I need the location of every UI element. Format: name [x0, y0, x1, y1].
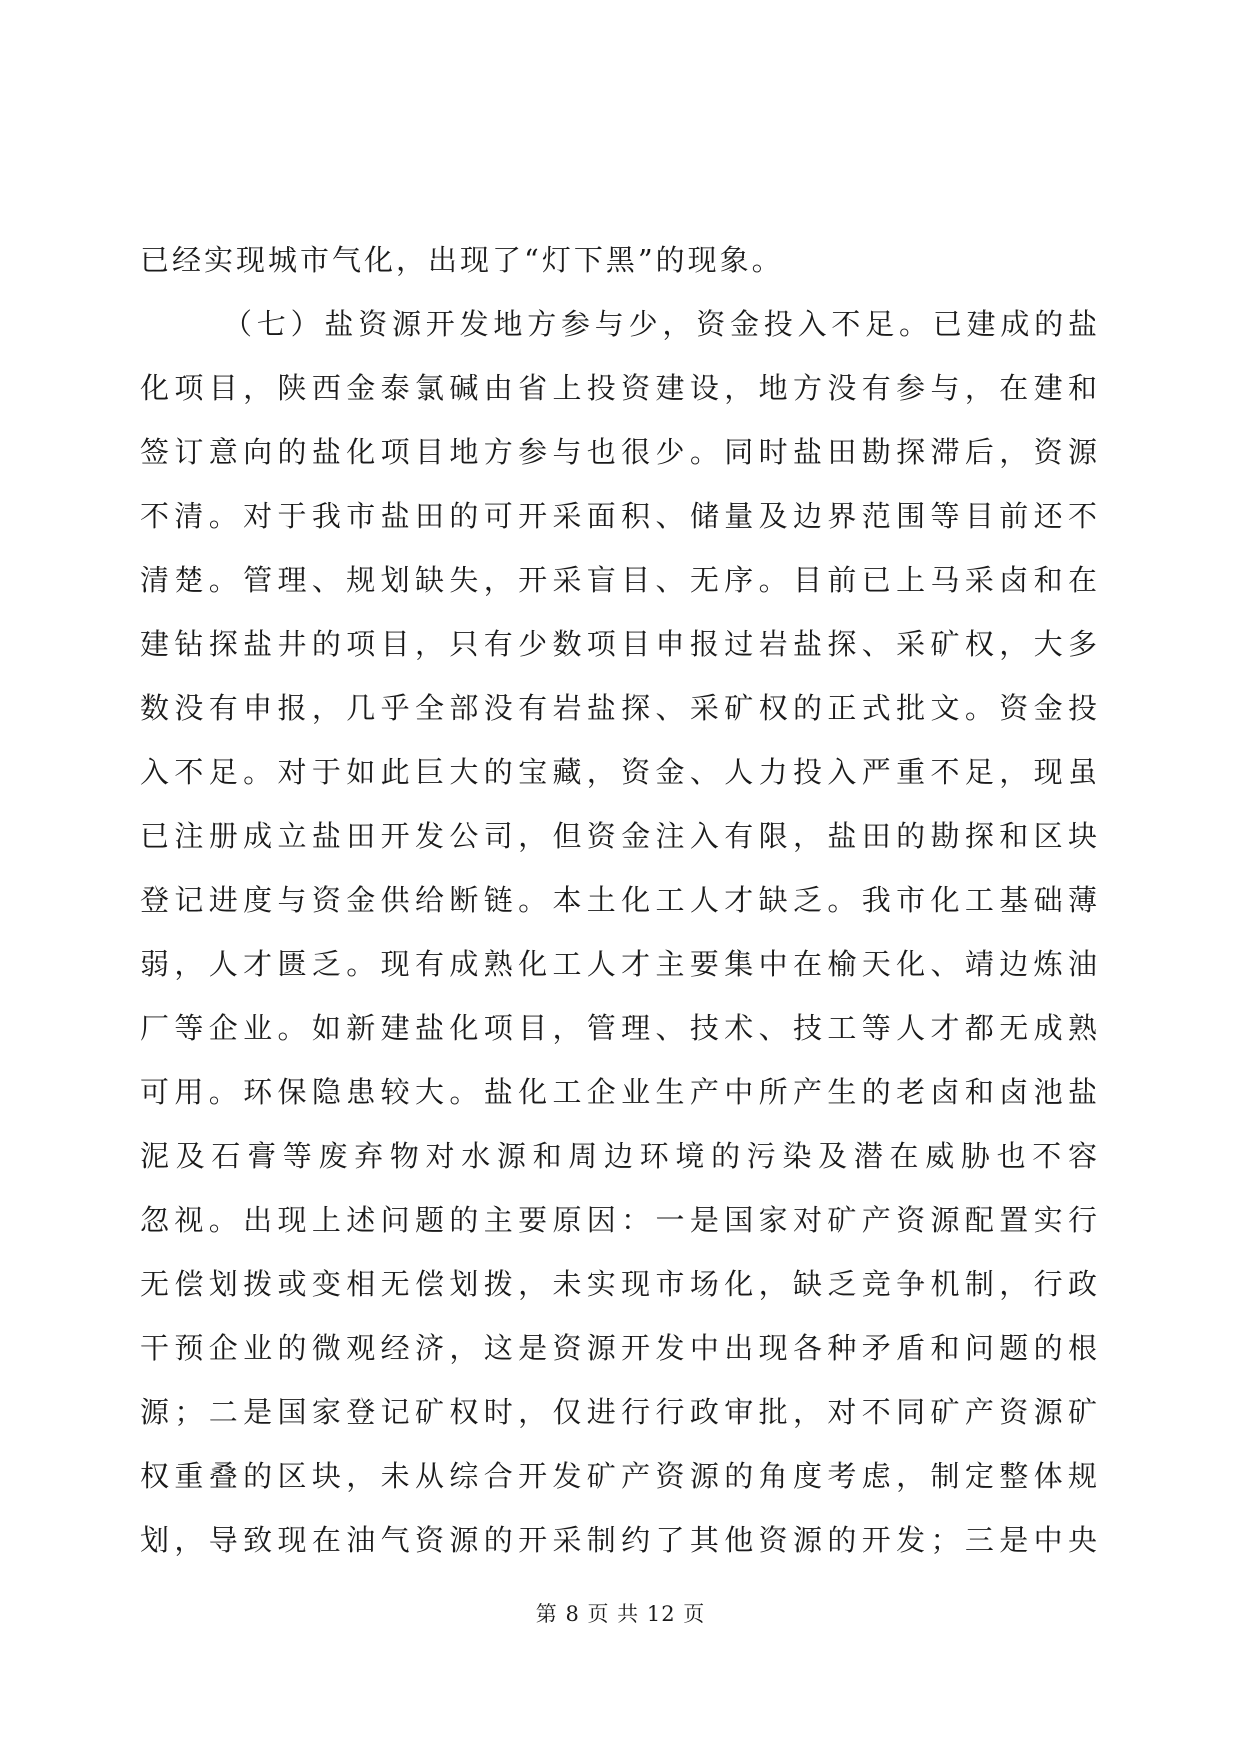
body-text: [140, 228, 1100, 1572]
text-line: 源；二是国家登记矿权时，仅进行行政审批，对不同矿产资源矿: [140, 1395, 1100, 1429]
text-line: 厂等企业。如新建盐化项目，管理、技术、技工等人才都无成熟: [140, 1011, 1100, 1045]
text-line: 建钻探盐井的项目，只有少数项目申报过岩盐探、采矿权，大多: [140, 627, 1100, 661]
text-line: 不清。对于我市盐田的可开采面积、储量及边界范围等目前还不: [140, 499, 1100, 533]
text-line: 泥及石膏等废弃物对水源和周边环境的污染及潜在威胁也不容: [140, 1139, 1100, 1173]
text-line: 干预企业的微观经济，这是资源开发中出现各种矛盾和问题的根: [140, 1331, 1100, 1365]
page-footer: 第 8 页 共 12 页: [535, 1602, 706, 1626]
text-line: 可用。环保隐患较大。盐化工企业生产中所产生的老卤和卤池盐: [140, 1075, 1100, 1109]
text-line: 弱，人才匮乏。现有成熟化工人才主要集中在榆天化、靖边炼油: [140, 947, 1100, 981]
text-line: 已注册成立盐田开发公司，但资金注入有限，盐田的勘探和区块: [140, 819, 1100, 853]
text-line: 数没有申报，几乎全部没有岩盐探、采矿权的正式批文。资金投: [140, 691, 1100, 725]
text-line: 划，导致现在油气资源的开采制约了其他资源的开发；三是中央: [140, 1523, 1100, 1557]
text-line: 清楚。管理、规划缺失，开采盲目、无序。目前已上马采卤和在: [140, 563, 1100, 597]
text-line: 忽视。出现上述问题的主要原因：一是国家对矿产资源配置实行: [140, 1203, 1100, 1237]
text-line: 登记进度与资金供给断链。本土化工人才缺乏。我市化工基础薄: [140, 883, 1100, 917]
text-line: 已经实现城市气化，出现了“灯下黑”的现象。: [140, 243, 784, 277]
text-line: 入不足。对于如此巨大的宝藏，资金、人力投入严重不足，现虽: [140, 755, 1100, 789]
text-line: 权重叠的区块，未从综合开发矿产资源的角度考虑，制定整体规: [140, 1459, 1100, 1493]
text-line: 无偿划拨或变相无偿划拨，未实现市场化，缺乏竞争机制，行政: [140, 1267, 1100, 1301]
text-line: 化项目，陕西金泰氯碱由省上投资建设，地方没有参与，在建和: [140, 371, 1100, 405]
text-line: 签订意向的盐化项目地方参与也很少。同时盐田勘探滞后，资源: [140, 435, 1100, 469]
text-line: （七）盐资源开发地方参与少，资金投入不足。已建成的盐: [223, 307, 1100, 341]
